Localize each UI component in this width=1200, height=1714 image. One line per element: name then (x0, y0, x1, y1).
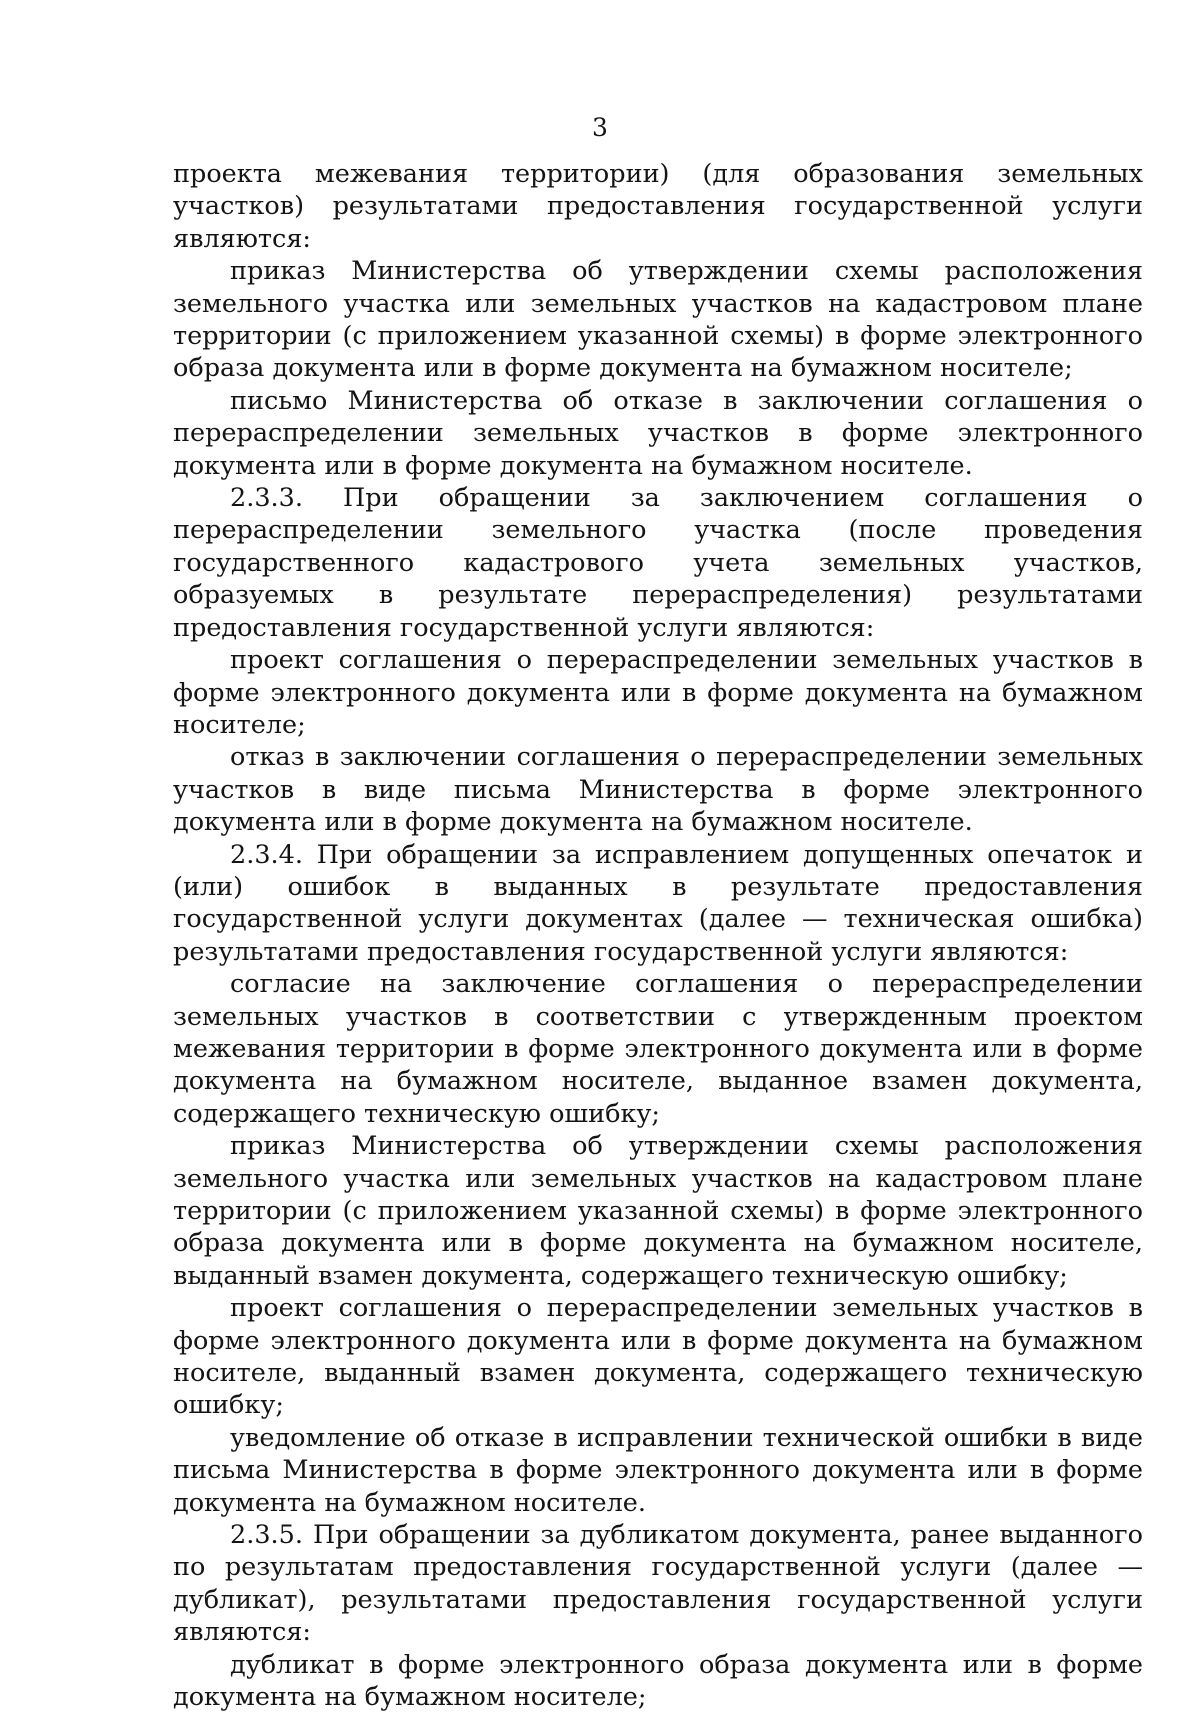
page-number: 3 (592, 113, 608, 142)
paragraph-continuation: проекта межевания территории) (для образования земельных участков) результатами предоставления государственной услуги являются: (173, 159, 1143, 254)
paragraph: отказ в заключении соглашения о перераспределении земельных участков в виде письма Министерства в форме электронного документа или в форме документа на бумажном носителе. (173, 742, 1143, 838)
document-body (173, 158, 1143, 1714)
paragraph: проект соглашения о перераспределении земельных участков в форме электронного документа или в форме документа на бумажном носителе; (173, 645, 1143, 740)
paragraph: согласие на заключение соглашения о перераспределении земельных участков в соответствии с утвержденным проектом межевания территории в форме электронного документа или в форме документа на бумажном носителе, выданное взамен документа, содержащего техническую ошибку; (173, 969, 1143, 1129)
paragraph: проект соглашения о перераспределении земельных участков в форме электронного документа или в форме документа на бумажном носителе, выданный взамен документа, содержащего техническую ошибку; (173, 1293, 1143, 1421)
paragraph: приказ Министерства об утверждении схемы расположения земельного участка или земельных участков на кадастровом плане территории (с приложением указанной схемы) в форме электронного образа документа или в форме документа на бумажном носителе; (173, 256, 1143, 384)
paragraph: письмо Министерства об отказе в заключении соглашения о перераспределении земельных участков в форме электронного документа или в форме документа на бумажном носителе. (173, 385, 1143, 481)
paragraph-section-2-3-4: 2.3.4. При обращении за исправлением допущенных опечаток и (или) ошибок в выданных в результате предоставления государственной услуги документах (далее — техническая ошибка) результатами предоставления государственной услуги являются: (173, 839, 1143, 967)
paragraph: уведомление об отказе в исправлении технической ошибки в виде письма Министерства в форме электронного документа или в форме документа на бумажном носителе. (173, 1422, 1143, 1518)
paragraph: дубликат в форме электронного образа документа или в форме документа на бумажном носителе; (173, 1649, 1143, 1713)
paragraph: приказ Министерства об утверждении схемы расположения земельного участка или земельных участков на кадастровом плане территории (с приложением указанной схемы) в форме электронного образа документа или в форме документа на бумажном носителе, выданный взамен документа, содержащего техническую ошибку; (173, 1131, 1143, 1291)
paragraph-section-2-3-3: 2.3.3. При обращении за заключением соглашения о перераспределении земельного участка (после проведения государственного кадастрового учета земельных участков, образуемых в результате перераспределения) результатами предоставления государственной услуги являются: (173, 483, 1143, 643)
paragraph-section-2-3-5: 2.3.5. При обращении за дубликатом документа, ранее выданного по результатам предоставления государственной услуги (далее — дубликат), результатами предоставления государственной услуги являются: (173, 1520, 1143, 1648)
